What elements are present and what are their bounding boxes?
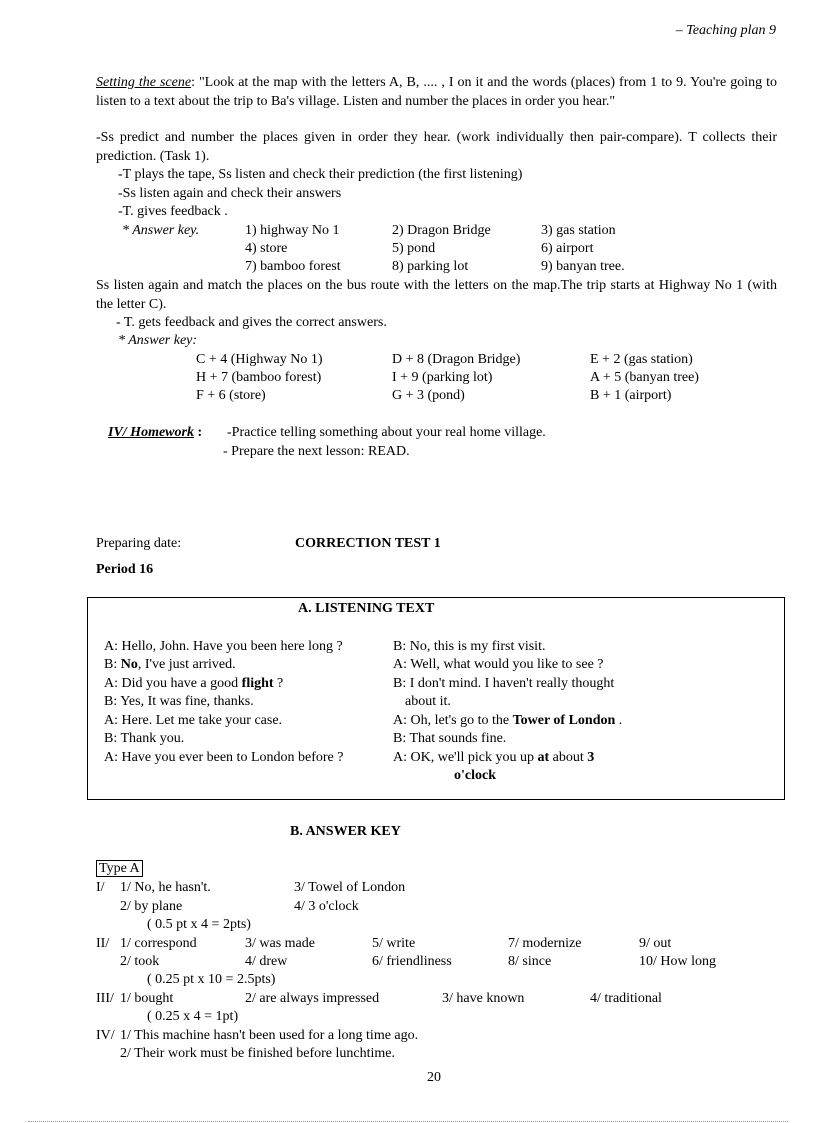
answer-key-cell: 1) highway No 1 xyxy=(245,223,340,238)
dialogue-line: A: Hello, John. Have you been here long ? xyxy=(104,639,343,654)
type-label: Type A xyxy=(96,860,143,879)
answer-item: 9/ out xyxy=(639,936,672,951)
answer-item: 1/ This machine hasn't been used for a long time ago. xyxy=(120,1028,419,1043)
score-line: ( 0.5 pt x 4 = 2pts) xyxy=(147,917,251,932)
scene-match-paragraph: Ss listen again and match the places on the bus route with the letters on the map.The trip starts at Highway No 1 (with the letter C). xyxy=(96,278,777,312)
correction-test-title: CORRECTION TEST 1 xyxy=(295,536,441,551)
score-line: ( 0.25 pt x 10 = 2.5pts) xyxy=(147,972,276,987)
answer-key-2-cell: D + 8 (Dragon Bridge) xyxy=(392,352,521,367)
dialogue-line: B: Yes, It was fine, thanks. xyxy=(104,694,254,709)
scene-step-correct: - T. gets feedback and gives the correct answers. xyxy=(116,315,387,330)
dialogue-line: o'clock xyxy=(454,768,496,783)
section-number: I/ xyxy=(96,880,105,895)
dialogue-line: A: OK, we'll pick you up at about 3 xyxy=(393,750,595,765)
answer-key-label: * Answer key. xyxy=(122,223,200,238)
section-number: II/ xyxy=(96,936,110,951)
scene-label: Setting the scene xyxy=(96,75,192,90)
scene-step-listen-again: -Ss listen again and check their answers xyxy=(118,186,342,201)
answer-key-2-cell: H + 7 (bamboo forest) xyxy=(196,370,322,385)
dialogue-line: A: Did you have a good flight ? xyxy=(104,676,284,691)
answer-item: 10/ How long xyxy=(639,954,716,969)
dialogue-line: B: Thank you. xyxy=(104,731,185,746)
answer-key-cell: 5) pond xyxy=(392,241,436,256)
answer-key-cell: 2) Dragon Bridge xyxy=(392,223,491,238)
answer-key-cell: 4) store xyxy=(245,241,288,256)
answer-item: 1/ correspond xyxy=(120,936,197,951)
answer-item: 4/ drew xyxy=(245,954,288,969)
homework-colon: : xyxy=(193,425,203,440)
answer-key-cell: 7) bamboo forest xyxy=(245,259,341,274)
answer-key-2-cell: E + 2 (gas station) xyxy=(590,352,693,367)
answer-item: 1/ No, he hasn't. xyxy=(120,880,211,895)
answer-key-cell: 6) airport xyxy=(541,241,594,256)
answer-item: 4/ 3 o'clock xyxy=(294,899,359,914)
dialogue-line: about it. xyxy=(405,694,451,709)
answer-item: 2/ are always impressed xyxy=(245,991,380,1006)
answer-item: 8/ since xyxy=(508,954,552,969)
dialogue-line: A: Here. Let me take your case. xyxy=(104,713,283,728)
answer-item: 3/ have known xyxy=(442,991,525,1006)
listening-heading: A. LISTENING TEXT xyxy=(298,601,435,616)
answer-key-cell: 8) parking lot xyxy=(392,259,469,274)
scene-step-tape: -T plays the tape, Ss listen and check their prediction (the first listening) xyxy=(118,167,523,182)
answer-item: 5/ write xyxy=(372,936,416,951)
scene-predict-paragraph: -Ss predict and number the places given in order they hear. (work individually then pair-compare). T collects their prediction. (Task 1). xyxy=(96,130,777,164)
answer-item: 3/ was made xyxy=(245,936,315,951)
answer-item: 2/ Their work must be finished before lunchtime. xyxy=(120,1046,396,1061)
answer-key-2-cell: I + 9 (parking lot) xyxy=(392,370,493,385)
scene-step-feedback: -T. gives feedback . xyxy=(118,204,228,219)
answer-key-cell: 3) gas station xyxy=(541,223,616,238)
answer-key-2-cell: B + 1 (airport) xyxy=(590,388,672,403)
answer-item: 1/ bought xyxy=(120,991,174,1006)
answer-key-heading: B. ANSWER KEY xyxy=(290,824,401,839)
dialogue-line: B: No, I've just arrived. xyxy=(104,657,236,672)
dialogue-line: A: Oh, let's go to the Tower of London . xyxy=(393,713,623,728)
section-number: IV/ xyxy=(96,1028,115,1043)
answer-item: 3/ Towel of London xyxy=(294,880,406,895)
footer-dotted-rule xyxy=(28,1121,788,1122)
answer-item: 7/ modernize xyxy=(508,936,582,951)
answer-key-2-cell: G + 3 (pond) xyxy=(392,388,465,403)
homework-label: IV/ Homework xyxy=(108,425,194,440)
score-line: ( 0.25 x 4 = 1pt) xyxy=(147,1009,239,1024)
answer-key-2-cell: F + 6 (store) xyxy=(196,388,266,403)
answer-key-2-label: * Answer key: xyxy=(118,333,198,348)
dialogue-line: B: No, this is my first visit. xyxy=(393,639,546,654)
section-number: III/ xyxy=(96,991,114,1006)
answer-item: 2/ by plane xyxy=(120,899,183,914)
dialogue-line: A: Have you ever been to London before ? xyxy=(104,750,344,765)
page-number: 20 xyxy=(427,1070,441,1085)
period-label: Period 16 xyxy=(96,562,154,577)
dialogue-line: B: I don't mind. I haven't really thought xyxy=(393,676,615,691)
answer-item: 2/ took xyxy=(120,954,160,969)
scene-paragraph xyxy=(96,74,777,111)
answer-item: 4/ traditional xyxy=(590,991,662,1006)
dialogue-line: B: That sounds fine. xyxy=(393,731,507,746)
homework-line: -Practice telling something about your real home village. xyxy=(227,425,546,440)
answer-key-2-cell: C + 4 (Highway No 1) xyxy=(196,352,323,367)
dialogue-line: A: Well, what would you like to see ? xyxy=(393,657,604,672)
answer-key-2-cell: A + 5 (banyan tree) xyxy=(590,370,699,385)
scene-text: : "Look at the map with the letters A, B, .... , I on it and the words (places) from 1 to 9. You're going to listen to a text about the trip to Ba's village. Listen and number the places in order you hear." xyxy=(96,75,777,109)
running-header: – Teaching plan 9 xyxy=(675,23,776,38)
homework-heading xyxy=(108,424,202,443)
homework-line: - Prepare the next lesson: READ. xyxy=(223,444,410,459)
answer-key-cell: 9) banyan tree. xyxy=(541,259,625,274)
answer-item: 6/ friendliness xyxy=(372,954,452,969)
preparing-date-label: Preparing date: xyxy=(96,536,182,551)
